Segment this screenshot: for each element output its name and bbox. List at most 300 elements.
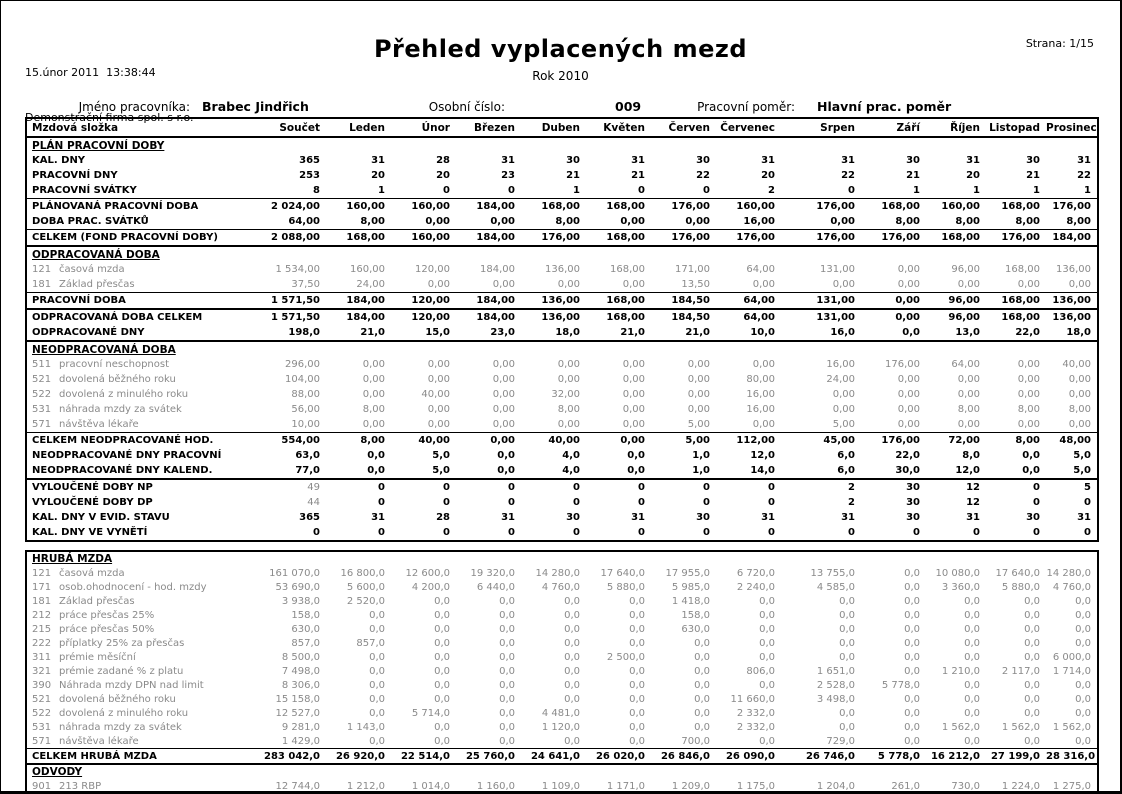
month-value-cell: 0,0 <box>904 707 920 719</box>
month-value-cell: 21 <box>1026 170 1040 181</box>
month-value-cell: 64,00 <box>743 312 775 323</box>
month-value-cell: 0,0 <box>564 637 580 649</box>
month-value-cell: 13,50 <box>651 277 716 293</box>
month-value-cell: 0,0 <box>694 721 710 733</box>
month-value-cell: 136,00 <box>1052 312 1091 323</box>
month-value-cell: 0,0 <box>839 651 855 663</box>
row-label: dovolená běžného roku <box>59 693 176 705</box>
row-label-cell <box>26 495 248 510</box>
month-value-cell: 2 240,0 <box>736 581 775 593</box>
month-value-cell: 0,00 <box>895 312 920 323</box>
table-row <box>26 720 1098 734</box>
month-value-cell: 0,0 <box>716 734 781 749</box>
month-value-cell: 28 <box>436 512 450 523</box>
row-label: CELKEM (FOND PRACOVNÍ DOBY) <box>32 232 218 243</box>
sum-value-cell: 44 <box>307 497 320 508</box>
sum-value-cell: 15 158,0 <box>275 693 320 705</box>
row-label: návštěva lékaře <box>59 735 139 747</box>
month-value-cell: 184,00 <box>456 293 521 310</box>
month-value-cell: 23 <box>501 170 515 181</box>
month-value-cell: 0,00 <box>752 359 775 370</box>
month-value-cell: 16,0 <box>781 325 861 341</box>
wage-component-code: 521 <box>32 693 52 705</box>
table-row <box>26 650 1098 664</box>
month-value-cell: 17 640,0 <box>600 567 645 579</box>
month-value-cell: 21 <box>906 170 920 181</box>
month-value-cell: 31 <box>1077 155 1091 166</box>
section-title: ODVODY <box>32 766 83 778</box>
table-row <box>26 463 1098 479</box>
month-value-cell: 5,00 <box>685 435 710 446</box>
month-value-cell: 0,0 <box>759 623 775 635</box>
section-title: NEODPRACOVANÁ DOBA <box>32 343 176 356</box>
table-row <box>26 622 1098 636</box>
column-header: Září <box>861 118 926 137</box>
month-value-cell: 8,00 <box>861 214 926 230</box>
month-value-cell: 0,00 <box>362 359 385 370</box>
month-value-cell: 0,0 <box>1024 693 1040 705</box>
table-row <box>26 448 1098 463</box>
month-value-cell: 6 440,0 <box>476 581 515 593</box>
month-value-cell: 0,0 <box>499 609 515 621</box>
wage-component-code: 390 <box>32 679 52 691</box>
column-header: Listopad <box>986 118 1046 137</box>
month-value-cell: 0,00 <box>957 389 980 400</box>
month-value-cell: 30 <box>906 512 920 523</box>
month-value-cell: 0,00 <box>651 214 716 230</box>
month-value-cell: 0,00 <box>687 359 710 370</box>
wage-component-code: 171 <box>32 581 52 593</box>
month-value-cell: 12,0 <box>926 463 986 479</box>
month-value-cell: 168,00 <box>1001 201 1040 212</box>
month-value-cell: 1 109,0 <box>541 780 580 792</box>
wage-component-code: 521 <box>32 374 52 385</box>
month-value-cell: 0,0 <box>904 609 920 621</box>
sum-value-cell: 10,00 <box>248 417 326 433</box>
column-header: Březen <box>456 118 521 137</box>
month-value-cell: 0,0 <box>1075 679 1092 691</box>
row-label: VYLOUČENÉ DOBY DP <box>32 497 153 508</box>
month-value-cell: 8,00 <box>1046 214 1098 230</box>
month-value-cell: 0,0 <box>434 651 450 663</box>
table-row <box>26 387 1098 402</box>
month-value-cell: 1 <box>326 183 391 199</box>
month-value-cell: 0,0 <box>694 637 710 649</box>
month-value-cell: 0,00 <box>622 359 645 370</box>
month-value-cell: 26 020,0 <box>586 749 651 765</box>
month-value-cell: 31 <box>761 512 775 523</box>
month-value-cell: 1 <box>861 183 926 199</box>
month-value-cell: 25 760,0 <box>456 749 521 765</box>
month-value-cell: 1 175,0 <box>736 780 775 792</box>
month-value-cell: 0,0 <box>964 693 980 705</box>
month-value-cell: 120,00 <box>391 293 456 310</box>
month-value-cell: 136,00 <box>545 264 580 275</box>
sum-value-cell: 630,0 <box>291 623 320 635</box>
month-value-cell: 4,0 <box>521 463 586 479</box>
row-label: NEODPRACOVANÉ DNY PRACOVNÍ <box>32 450 222 461</box>
month-value-cell: 21,0 <box>586 325 651 341</box>
month-value-cell: 0,0 <box>1075 693 1092 705</box>
month-value-cell: 22,0 <box>986 325 1046 341</box>
month-value-cell: 0 <box>443 482 450 493</box>
row-label-cell <box>26 734 248 749</box>
month-value-cell: 8,00 <box>926 214 986 230</box>
month-value-cell: 0,0 <box>1024 609 1040 621</box>
month-value-cell: 0,0 <box>1075 707 1092 719</box>
month-value-cell: 5 880,0 <box>1001 581 1040 593</box>
month-value-cell: 8,00 <box>957 404 980 415</box>
sum-value-cell: 8 306,0 <box>281 679 320 691</box>
month-value-cell: 0,0 <box>759 637 775 649</box>
month-value-cell: 31 <box>966 155 980 166</box>
month-value-cell: 5,0 <box>1073 450 1091 461</box>
month-value-cell: 0 <box>1033 482 1040 493</box>
table-row <box>26 779 1098 794</box>
month-value-cell: 0,0 <box>904 665 920 677</box>
month-value-cell: 0,00 <box>1068 389 1091 400</box>
month-value-cell: 1 204,0 <box>816 780 855 792</box>
month-value-cell: 0,0 <box>369 707 385 719</box>
wage-component-code: 181 <box>32 595 52 607</box>
row-label: PRACOVNÍ SVÁTKY <box>32 185 137 196</box>
month-value-cell: 0,0 <box>434 609 450 621</box>
month-value-cell: 184,00 <box>476 201 515 212</box>
month-value-cell: 184,00 <box>326 293 391 310</box>
month-value-cell: 0 <box>1084 527 1091 538</box>
month-value-cell: 168,00 <box>606 201 645 212</box>
month-value-cell: 0 <box>703 482 710 493</box>
row-label-cell <box>26 168 248 183</box>
row-label-cell <box>26 664 248 678</box>
month-value-cell: 26 746,0 <box>781 749 861 765</box>
month-value-cell: 0,0 <box>839 609 855 621</box>
month-value-cell: 0,0 <box>986 734 1046 749</box>
month-value-cell: 0,0 <box>499 665 515 677</box>
month-value-cell: 0,00 <box>326 417 391 433</box>
month-value-cell: 0,00 <box>492 404 515 415</box>
sum-value-cell: 554,00 <box>281 435 320 446</box>
month-value-cell: 136,00 <box>541 312 580 323</box>
month-value-cell: 0,00 <box>832 389 855 400</box>
month-value-cell: 1 <box>521 183 586 199</box>
month-value-cell: 30 <box>1026 155 1040 166</box>
month-value-cell: 18,0 <box>1046 325 1098 341</box>
month-value-cell: 730,0 <box>951 780 980 792</box>
month-value-cell: 0,00 <box>1046 417 1098 433</box>
page-number: Strana: 1/15 <box>1025 37 1094 50</box>
month-value-cell: 168,00 <box>610 264 645 275</box>
table-row <box>26 636 1098 650</box>
sum-value-cell: 77,0 <box>248 463 326 479</box>
month-value-cell: 0,0 <box>904 721 920 733</box>
month-value-cell: 80,00 <box>746 374 775 385</box>
month-value-cell: 0 <box>586 183 651 199</box>
month-value-cell: 31 <box>371 512 385 523</box>
month-value-cell: 5 600,0 <box>346 581 385 593</box>
row-label-cell <box>26 448 248 463</box>
row-label: KAL. DNY V EVID. STAVU <box>32 512 170 523</box>
month-value-cell: 0,00 <box>1017 374 1040 385</box>
month-value-cell: 261,0 <box>891 780 920 792</box>
month-value-cell: 184,50 <box>651 293 716 310</box>
report-subtitle: Rok 2010 <box>532 69 589 83</box>
wage-component-code: 215 <box>32 623 52 635</box>
row-label-cell <box>26 650 248 664</box>
table-row <box>26 664 1098 678</box>
row-label: ODPRACOVANÁ DOBA CELKEM <box>32 312 203 323</box>
section-title-cell <box>26 341 1098 357</box>
month-value-cell: 22 514,0 <box>391 749 456 765</box>
wage-component-code: 571 <box>32 735 52 747</box>
month-value-cell: 8,00 <box>521 214 586 230</box>
sum-value-cell: 296,00 <box>285 359 320 370</box>
month-value-cell: 5,0 <box>391 463 456 479</box>
sum-value-cell: 9 281,0 <box>281 721 320 733</box>
table-row <box>26 168 1098 183</box>
month-value-cell: 0,0 <box>629 679 645 691</box>
row-label-cell <box>26 230 248 247</box>
month-value-cell: 0,00 <box>362 374 385 385</box>
month-value-cell: 13,0 <box>926 325 986 341</box>
table-row <box>26 357 1098 372</box>
month-value-cell: 2 117,0 <box>1001 665 1040 677</box>
month-value-cell: 12,0 <box>750 450 775 461</box>
month-value-cell: 0,00 <box>586 277 651 293</box>
row-label: VYLOUČENÉ DOBY NP <box>32 482 153 493</box>
table-row <box>26 309 1098 325</box>
month-value-cell: 0,0 <box>839 623 855 635</box>
row-label-cell <box>26 566 248 580</box>
month-value-cell: 0,0 <box>1024 637 1040 649</box>
month-value-cell: 0,0 <box>521 734 586 749</box>
month-value-cell: 160,00 <box>411 201 450 212</box>
month-value-cell: 0,00 <box>781 214 861 230</box>
month-value-cell: 0 <box>768 527 775 538</box>
month-value-cell: 0 <box>508 527 515 538</box>
month-value-cell: 30,0 <box>861 463 926 479</box>
month-value-cell: 0,00 <box>391 277 456 293</box>
month-value-cell: 1 160,0 <box>476 780 515 792</box>
month-value-cell: 31 <box>761 155 775 166</box>
month-value-cell: 0,0 <box>499 623 515 635</box>
month-value-cell: 0,0 <box>964 679 980 691</box>
month-value-cell: 0 <box>573 497 580 508</box>
row-label-cell <box>26 580 248 594</box>
month-value-cell: 0,0 <box>564 609 580 621</box>
month-value-cell: 0 <box>913 527 920 538</box>
row-label-cell <box>26 779 248 794</box>
row-label-cell <box>26 692 248 706</box>
month-value-cell: 22 <box>1077 170 1091 181</box>
month-value-cell: 0,00 <box>492 374 515 385</box>
month-value-cell: 0,00 <box>620 435 645 446</box>
table-row <box>26 293 1098 310</box>
row-label-cell <box>26 510 248 525</box>
month-value-cell: 1 562,0 <box>1052 721 1092 733</box>
month-value-cell: 0,0 <box>694 651 710 663</box>
month-value-cell: 0,0 <box>369 651 385 663</box>
month-value-cell: 26 920,0 <box>326 749 391 765</box>
month-value-cell: 0,00 <box>362 389 385 400</box>
month-value-cell: 96,00 <box>951 264 980 275</box>
month-value-cell: 0,0 <box>1022 450 1040 461</box>
month-value-cell: 0 <box>768 482 775 493</box>
month-value-cell: 2 520,0 <box>346 595 385 607</box>
row-label-cell <box>26 479 248 495</box>
month-value-cell: 1 224,0 <box>1001 780 1040 792</box>
row-label: časová mzda <box>59 567 125 579</box>
wage-component-code: 121 <box>32 264 52 275</box>
wage-component-code: 522 <box>32 707 52 719</box>
month-value-cell: 45,00 <box>823 435 855 446</box>
month-value-cell: 0,0 <box>369 623 385 635</box>
month-value-cell: 176,00 <box>816 201 855 212</box>
month-value-cell: 32,00 <box>551 389 580 400</box>
month-value-cell: 0,0 <box>586 734 651 749</box>
table-row <box>26 706 1098 720</box>
table-row <box>26 734 1098 749</box>
month-value-cell: 184,00 <box>480 264 515 275</box>
column-header: Červenec <box>716 118 781 137</box>
month-value-cell: 12 <box>966 497 980 508</box>
month-value-cell: 24,00 <box>826 374 855 385</box>
month-value-cell: 0,0 <box>456 734 521 749</box>
month-value-cell: 0,00 <box>1017 359 1040 370</box>
month-value-cell: 160,00 <box>736 201 775 212</box>
month-value-cell: 0,00 <box>586 214 651 230</box>
month-value-cell: 0,00 <box>986 277 1046 293</box>
month-value-cell: 168,00 <box>926 230 986 247</box>
month-value-cell: 3 360,0 <box>941 581 980 593</box>
month-value-cell: 0,00 <box>897 404 920 415</box>
month-value-cell: 0,0 <box>1024 679 1040 691</box>
month-value-cell: 14 280,0 <box>535 567 580 579</box>
row-label-cell <box>26 636 248 650</box>
month-value-cell: 0 <box>378 482 385 493</box>
sum-value-cell: 283 042,0 <box>248 749 326 765</box>
month-value-cell: 184,00 <box>1046 230 1098 247</box>
row-label: PRACOVNÍ DNY <box>32 170 118 181</box>
row-label: prémie zadané % z platu <box>59 665 184 677</box>
month-value-cell: 160,00 <box>346 201 385 212</box>
month-value-cell: 22 <box>841 170 855 181</box>
employee-name-label: Jméno pracovníka: <box>78 100 190 114</box>
row-label-cell <box>26 608 248 622</box>
month-value-cell: 0 <box>703 527 710 538</box>
row-label-cell <box>26 277 248 293</box>
month-value-cell: 2 <box>848 497 855 508</box>
month-value-cell: 136,00 <box>1056 264 1091 275</box>
row-label-cell <box>26 622 248 636</box>
month-value-cell: 0,00 <box>716 417 781 433</box>
row-label-cell <box>26 387 248 402</box>
sum-value-cell: 857,0 <box>291 637 320 649</box>
employee-name: Brabec Jindřich <box>202 99 309 114</box>
month-value-cell: 0 <box>378 527 385 538</box>
month-value-cell: 0,00 <box>456 277 521 293</box>
month-value-cell: 0 <box>848 527 855 538</box>
row-label: KAL. DNY <box>32 155 86 166</box>
month-value-cell: 31 <box>841 512 855 523</box>
month-value-cell: 0 <box>973 527 980 538</box>
month-value-cell: 5 <box>1084 482 1091 493</box>
month-value-cell: 0,00 <box>622 389 645 400</box>
month-value-cell: 0,00 <box>687 374 710 385</box>
month-value-cell: 0,0 <box>694 707 710 719</box>
month-value-cell: 0,0 <box>564 665 580 677</box>
month-value-cell: 21,0 <box>326 325 391 341</box>
month-value-cell: 24,00 <box>326 277 391 293</box>
month-value-cell: 0,0 <box>326 463 391 479</box>
month-value-cell: 0,0 <box>499 595 515 607</box>
month-value-cell: 14 280,0 <box>1046 567 1092 579</box>
sum-value-cell: 104,00 <box>285 374 320 385</box>
month-value-cell: 0,00 <box>557 359 580 370</box>
table-row <box>26 608 1098 622</box>
month-value-cell: 0,0 <box>1075 637 1092 649</box>
month-value-cell: 0 <box>573 482 580 493</box>
month-value-cell: 0,0 <box>904 623 920 635</box>
row-label-cell <box>26 183 248 199</box>
month-value-cell: 16,00 <box>716 214 781 230</box>
month-value-cell: 1,0 <box>651 463 716 479</box>
month-value-cell: 176,00 <box>986 230 1046 247</box>
month-value-cell: 0,0 <box>369 609 385 621</box>
month-value-cell: 22 <box>696 170 710 181</box>
month-value-cell: 0,0 <box>964 651 980 663</box>
month-value-cell: 0,00 <box>427 404 450 415</box>
section-row <box>26 246 1098 262</box>
month-value-cell: 120,00 <box>411 312 450 323</box>
row-label: DOBA PRAC. SVÁTKŮ <box>32 216 149 227</box>
table-row <box>26 692 1098 706</box>
month-value-cell: 0,00 <box>492 359 515 370</box>
month-value-cell: 0,0 <box>434 721 450 733</box>
month-value-cell: 0,0 <box>694 665 710 677</box>
month-value-cell: 0,0 <box>629 721 645 733</box>
sum-value-cell: 8 500,0 <box>281 651 320 663</box>
row-label-cell <box>26 214 248 230</box>
month-value-cell: 168,00 <box>541 201 580 212</box>
month-value-cell: 0,00 <box>897 264 920 275</box>
table-row <box>26 199 1098 215</box>
month-value-cell: 0,0 <box>629 707 645 719</box>
month-value-cell: 20 <box>371 170 385 181</box>
month-value-cell: 8,0 <box>962 450 980 461</box>
month-value-cell: 0,0 <box>499 637 515 649</box>
section-title: HRUBÁ MZDA <box>32 553 113 565</box>
column-header: Únor <box>391 118 456 137</box>
section-title: PLÁN PRACOVNÍ DOBY <box>32 139 165 152</box>
table-row <box>26 525 1098 541</box>
row-label-cell <box>26 706 248 720</box>
row-label: ODPRACOVANÉ DNY <box>32 327 145 338</box>
sum-value-cell: 198,0 <box>248 325 326 341</box>
month-value-cell: 131,00 <box>781 293 861 310</box>
month-value-cell: 0,00 <box>456 417 521 433</box>
month-value-cell: 0,00 <box>687 389 710 400</box>
month-value-cell: 184,00 <box>456 230 521 247</box>
month-value-cell: 0,00 <box>456 214 521 230</box>
month-value-cell: 0,00 <box>781 277 861 293</box>
gross-wage-table <box>25 550 1099 794</box>
table-row <box>26 580 1098 594</box>
month-value-cell: 0,0 <box>759 679 775 691</box>
month-value-cell: 28 <box>436 155 450 166</box>
table-row <box>26 372 1098 387</box>
row-label-cell <box>26 357 248 372</box>
